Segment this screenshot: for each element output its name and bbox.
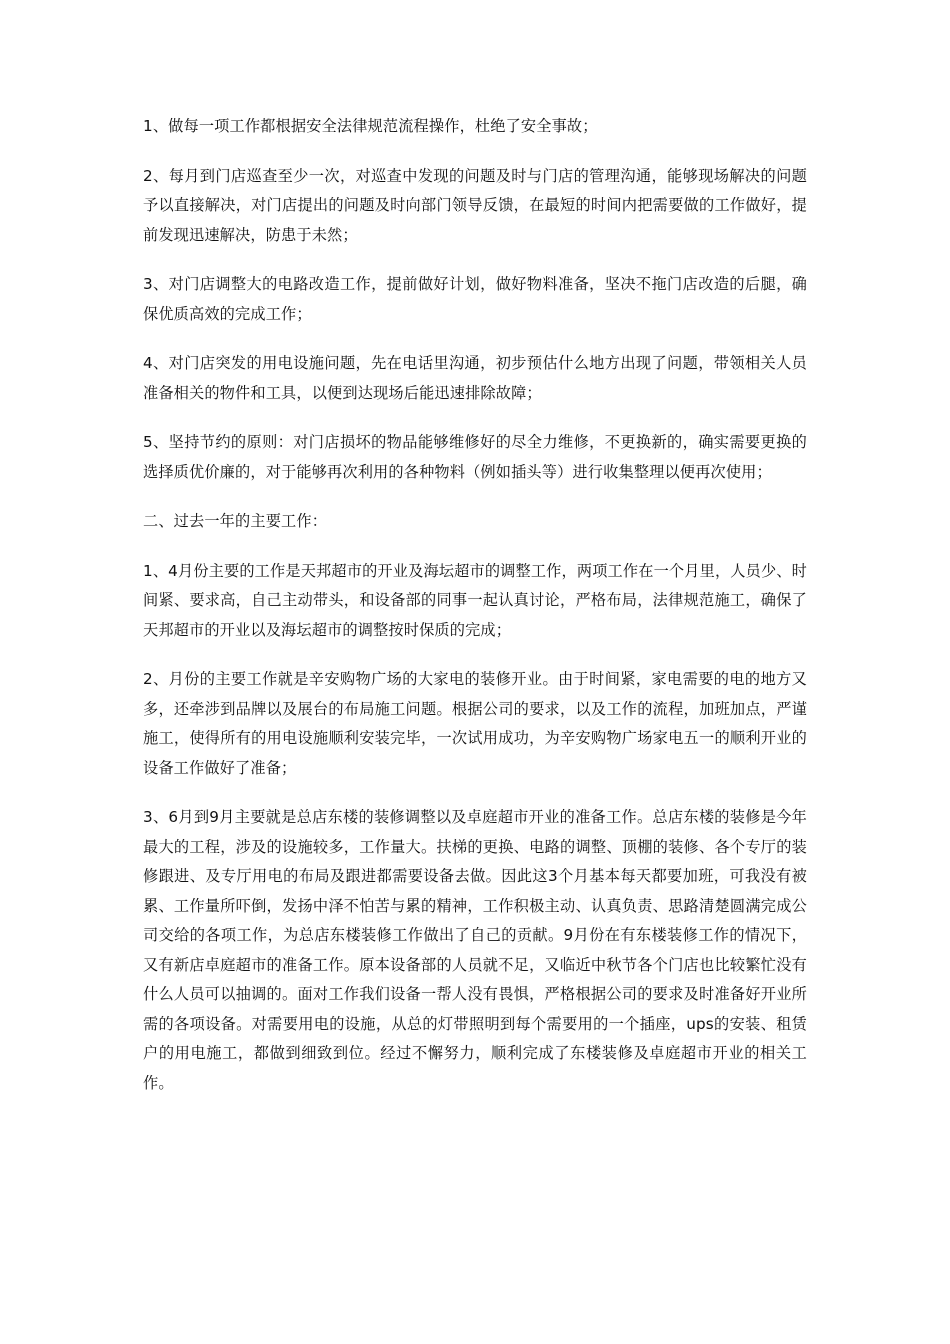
paragraph-safety: 1、做每一项工作都根据安全法律规范流程操作，杜绝了安全事故； [143,117,598,135]
paragraph-store-inspection: 2、每月到门店巡查至少一次，对巡查中发现的问题及时与门店的管理沟通，能够现场解决的问题予以直接解决，对门店提出的问题及时向部门领导反馈，在最短的时间内把需要做的工作做好，提前发现迅速解决，防患于未然； [143,166,807,244]
paragraph-appliance-renovation: 2、月份的主要工作就是辛安购物广场的大家电的装修开业。由于时间紧，家电需要的电的地方又多，还牵涉到品牌以及展台的布局施工问题。根据公司的要求，以及工作的流程，加班加点，严谨施工，使得所有的用电设施顺利安装完毕，一次试用成功，为辛安购物广场家电五一的顺利开业的设备工作做好了准备； [143,670,807,777]
paragraph-april-work: 1、4月份主要的工作是天邦超市的开业及海坛超市的调整工作，两项工作在一个月里，人员少、时间紧、要求高，自己主动带头，和设备部的同事一起认真讨论，严格布局，法律规范施工，确保了天邦超市的开业以及海坛超市的调整按时保质的完成； [143,561,807,639]
paragraph-east-building-renovation: 3、6月到9月主要就是总店东楼的装修调整以及卓庭超市开业的准备工作。总店东楼的装修是今年最大的工程，涉及的设施较多，工作量大。扶梯的更换、电路的调整、顶棚的装修、各个专厅的装修跟进、及专厅用电的布局及跟进都需要设备去做。因此这3个月基本每天都要加班，可我没有被累、工作量所吓倒，发扬中泽不怕苦与累的精神，工作积极主动、认真负责、思路清楚圆满完成公司交给的各项工作，为总店东楼装修工作做出了自己的贡献。9月份在有东楼装修工作的情况下，又有新店卓庭超市的准备工作。原本设备部的人员就不足，又临近中秋节各个门店也比较繁忙没有什么人员可以抽调的。面对工作我们设备一帮人没有畏惧，严格根据公司的要求及时准备好开业所需的各项设备。对需要用电的设施，从总的灯带照明到每个需要用的一个插座，ups的安装、租赁户的用电施工，都做到细致到位。经过不懈努力，顺利完成了东楼装修及卓庭超市开业的相关工作。 [143,808,807,1092]
paragraph-emergency-repair: 4、对门店突发的用电设施问题，先在电话里沟通，初步预估什么地方出现了问题，带领相关人员准备相关的物件和工具，以便到达现场后能迅速排除故障； [143,354,807,402]
section-heading: 二、过去一年的主要工作： [143,512,328,530]
paragraph-saving-principle: 5、坚持节约的原则：对门店损坏的物品能够维修好的尽全力维修，不更换新的，确实需要更换的选择质优价廉的，对于能够再次利用的各种物料（例如插头等）进行收集整理以便再次使用； [143,433,807,481]
paragraph-circuit-renovation: 3、对门店调整大的电路改造工作，提前做好计划，做好物料准备，坚决不拖门店改造的后腿，确保优质高效的完成工作； [143,275,807,323]
document-body [143,112,807,1118]
